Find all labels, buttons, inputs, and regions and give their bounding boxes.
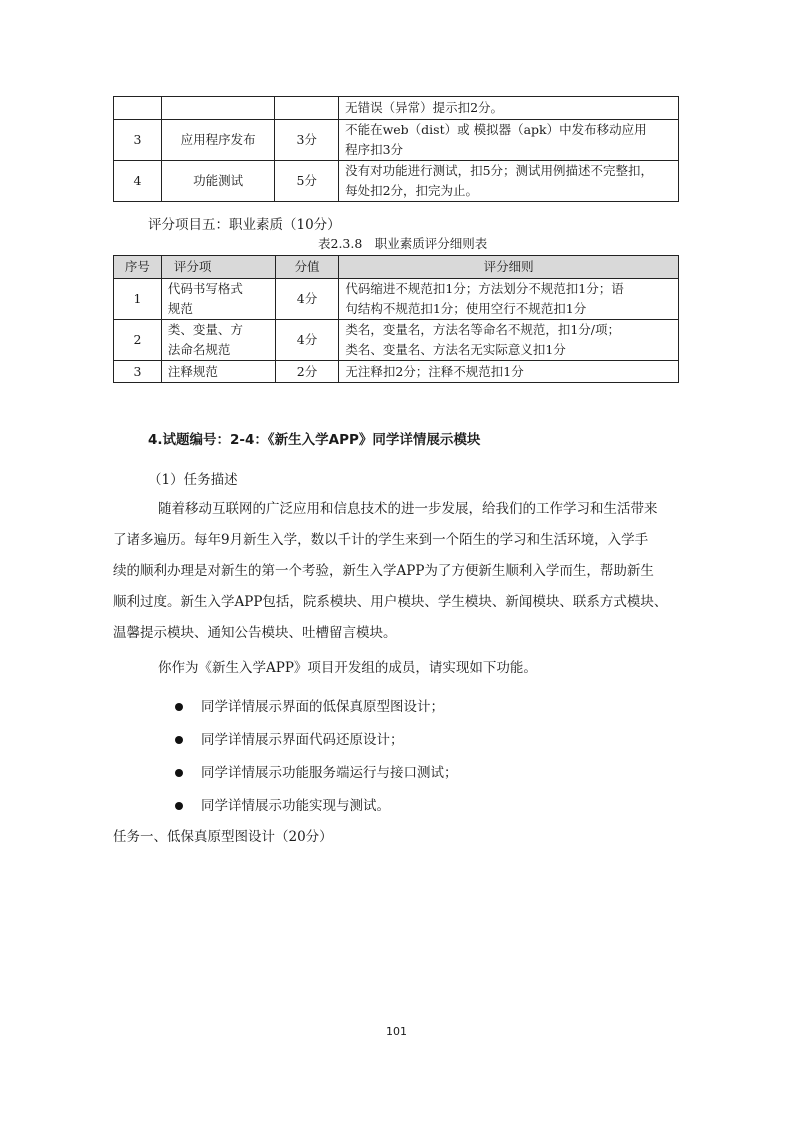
row-item [161,320,275,361]
detail-line: 不能在web（dist）或 模拟器（apk）中发布移动应用 [345,122,647,137]
table-row [114,361,679,383]
task-description-label: （1）任务描述 [148,472,238,488]
paragraph-line: 续的顺利办理是对新生的第一个考验，新生入学APP为了方便新生顺利入学而生，帮助新生 [113,563,654,579]
row-detail [339,161,679,202]
table-row [114,97,679,120]
bullet-icon [175,736,183,744]
detail-line: 类名，变量名，方法名等命名不规范，扣1分/项； [345,322,620,337]
header-number: 序号 [114,256,162,279]
row-score [275,97,339,120]
row-item: 功能测试 [161,161,274,202]
bullet-item [175,761,458,781]
detail-line: 句结构不规范扣1分；使用空行不规范扣1分 [345,301,587,316]
row-number: 3 [114,361,162,383]
bullet-item [175,728,404,748]
row-item: 应用程序发布 [161,120,274,161]
row-score: 5分 [275,161,339,202]
item-line: 法命名规范 [167,342,231,357]
table-header-row [114,256,679,279]
task1-heading: 任务一、低保真原型图设计（20分） [113,829,333,845]
detail-line: 无注释扣2分；注释不规范扣1分 [345,363,524,379]
bullet-icon [175,802,183,810]
bullet-text: 同学详情展示功能服务端运行与接口测试； [201,765,458,781]
row-number [114,97,162,120]
row-detail [339,120,679,161]
bullet-text: 同学详情展示界面的低保真原型图设计； [201,699,444,715]
row-number: 4 [114,161,162,202]
row-score: 3分 [275,120,339,161]
table-row [114,161,679,202]
row-item [161,97,274,120]
row-score: 4分 [275,320,339,361]
page-number: 101 [386,1025,407,1038]
item-line: 代码书写格式 [167,281,243,296]
intro-line: 你作为《新生入学APP》项目开发组的成员，请实现如下功能。 [158,660,537,676]
row-score: 4分 [275,279,339,320]
table-row [114,320,679,361]
detail-line: 没有对功能进行测试，扣5分；测试用例描述不完整扣， [345,163,654,178]
bullet-icon [175,703,183,711]
bullet-text: 同学详情展示功能实现与测试。 [201,798,390,814]
item-line: 规范 [167,301,193,316]
bullet-text: 同学详情展示界面代码还原设计； [201,732,404,748]
row-number: 3 [114,120,162,161]
row-detail [339,361,679,383]
paragraph-line: 顺利过度。新生入学APP包括，院系模块、用户模块、学生模块、新闻模块、联系方式模块、 [113,594,668,610]
bullet-item [175,695,444,715]
paragraph-line: 温馨提示模块、通知公告模块、吐槽留言模块。 [113,625,397,641]
table-row [114,279,679,320]
table-caption: 表2.3.8 职业素质评分细则表 [318,236,488,251]
detail-line: 程序扣3分 [345,142,404,157]
bullet-icon [175,769,183,777]
row-detail [339,97,679,120]
detail-line: 代码缩进不规范扣1分；方法划分不规范扣1分；语 [345,281,624,296]
question-heading: 4.试题编号：2-4：《新生入学APP》同学详情展示模块 [148,432,481,448]
bullet-item [175,794,390,814]
row-item [161,279,275,320]
paragraph-line: 随着移动互联网的广泛应用和信息技术的进一步发展，给我们的工作学习和生活带来 [158,501,658,517]
row-number: 2 [114,320,162,361]
header-detail: 评分细则 [339,256,679,279]
section-label: 评分项目五：职业素质（10分） [148,217,341,233]
paragraph-line: 了诸多遍历。每年9月新生入学，数以千计的学生来到一个陌生的学习和生活环境，入学手 [113,532,649,548]
detail-line: 无错误（异常）提示扣2分。 [345,100,504,115]
row-detail [339,320,679,361]
row-detail [339,279,679,320]
header-item: 评分项 [161,256,275,279]
item-line: 类、变量、方 [167,322,243,337]
detail-line: 每处扣2分，扣完为止。 [345,183,479,198]
table-row [114,120,679,161]
detail-line: 类名、变量名、方法名无实际意义扣1分 [345,342,566,357]
professional-quality-table [113,255,679,383]
grading-table-continued [113,96,679,202]
row-number: 1 [114,279,162,320]
item-line: 注释规范 [167,363,218,379]
row-score: 2分 [275,361,339,383]
header-score: 分值 [275,256,339,279]
row-item [161,361,275,383]
